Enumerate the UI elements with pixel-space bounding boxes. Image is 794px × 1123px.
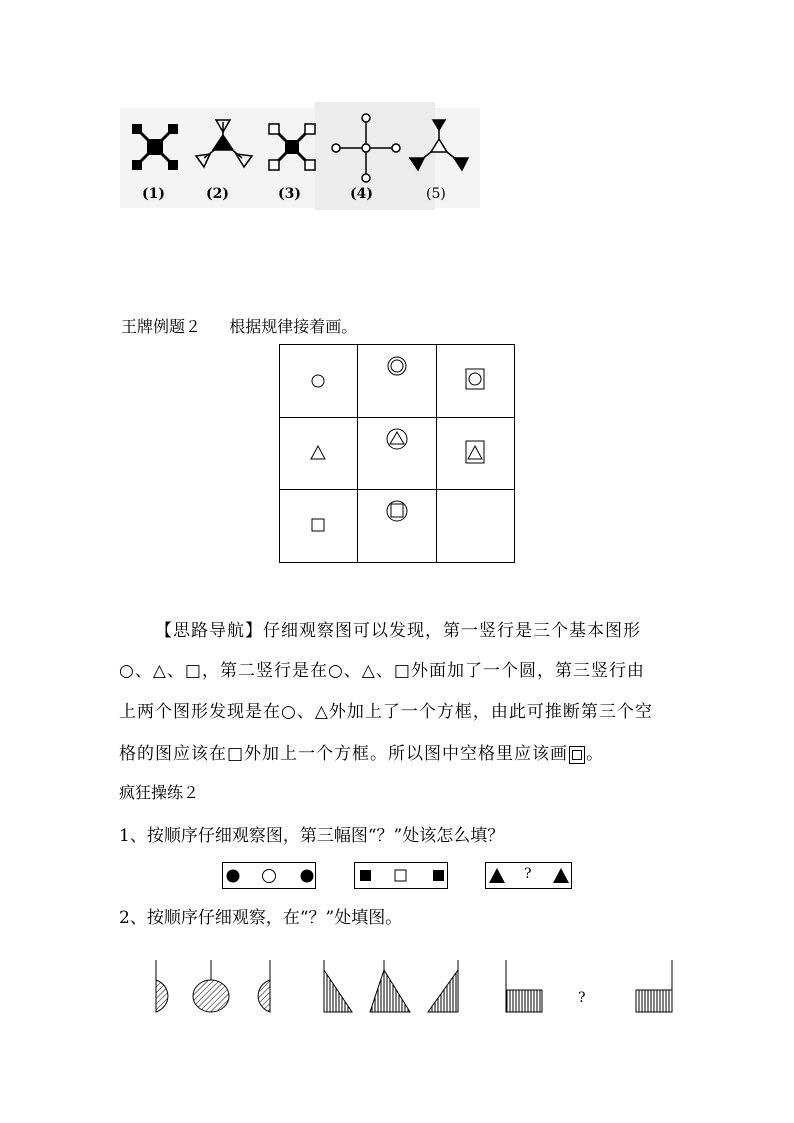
q1-squares-drawing bbox=[355, 863, 447, 888]
q2-triangle-left bbox=[428, 960, 458, 1012]
q1-question-mark: ? bbox=[524, 866, 532, 882]
q2-question-mark: ? bbox=[578, 990, 586, 1006]
figure-3-label: (3) bbox=[278, 186, 301, 202]
filled-circle-icon bbox=[301, 870, 314, 883]
analysis-line-4-end: 。 bbox=[586, 744, 605, 764]
q2-rect-left bbox=[636, 960, 672, 1012]
top-figure bbox=[120, 100, 480, 210]
circled-square-icon bbox=[387, 501, 407, 521]
empty-cell bbox=[439, 492, 511, 560]
q2-half-circle-right bbox=[156, 960, 168, 1012]
filled-square-icon bbox=[433, 870, 444, 881]
q2-full-circle bbox=[193, 960, 229, 1012]
analysis-line-3: 上两个图形发现是在○、△外加上了一个方框，由此可推断第三个空 bbox=[119, 702, 653, 722]
figure-5-label: (5) bbox=[426, 186, 446, 202]
figure-2-label: (2) bbox=[206, 186, 229, 202]
filled-triangle-icon bbox=[553, 868, 569, 883]
figure-4-label: (4) bbox=[350, 186, 373, 202]
q1-box-squares bbox=[354, 862, 448, 889]
pattern-grid-drawing bbox=[279, 344, 515, 564]
q1-circles-drawing bbox=[223, 863, 315, 888]
pattern-grid bbox=[279, 344, 515, 564]
practice-title: 疯狂操练２ bbox=[119, 783, 200, 802]
analysis-line-4-text: 格的图应该在□外加上一个方框。所以图中空格里应该画 bbox=[119, 744, 569, 764]
boxed-circle-icon bbox=[466, 369, 484, 389]
question-2: 2、按顺序仔细观察，在“？”处填图。 bbox=[119, 908, 403, 928]
q2-figures bbox=[140, 952, 680, 1022]
q2-triangle-full bbox=[370, 960, 410, 1012]
example-heading bbox=[121, 316, 357, 338]
question-1: 1、按顺序仔细观察图，第三幅图“？”处该怎么填？ bbox=[119, 826, 505, 846]
q2-triangle-right bbox=[324, 960, 352, 1012]
filled-square-icon bbox=[360, 870, 371, 881]
q2-half-circle-left bbox=[258, 960, 270, 1012]
circle-icon bbox=[312, 375, 324, 387]
figure-1-label: (1) bbox=[142, 186, 165, 202]
q1-box-triangles bbox=[485, 862, 572, 889]
filled-circle-icon bbox=[227, 870, 240, 883]
example-title: 王牌例题２ bbox=[121, 317, 202, 336]
circle-icon bbox=[263, 870, 276, 883]
filled-triangle-icon bbox=[489, 868, 505, 883]
q2-rect-right bbox=[506, 960, 542, 1012]
analysis-line-2: ○、△、□，第二竖行是在○、△、□外面加了一个圆，第三竖行由 bbox=[119, 661, 645, 681]
analysis-line-1: 【思路导航】仔细观察图可以发现，第一竖行是三个基本图形 bbox=[155, 621, 641, 641]
boxed-triangle-icon bbox=[466, 441, 484, 463]
boxed-square-icon bbox=[569, 746, 585, 764]
example-instruction: 根据规律接着画。 bbox=[229, 317, 358, 336]
q2-figures-drawing bbox=[140, 952, 680, 1022]
circled-triangle-icon bbox=[387, 429, 407, 449]
q1-box-circles bbox=[222, 862, 316, 889]
square-icon bbox=[312, 519, 324, 531]
analysis-line-4 bbox=[119, 739, 604, 764]
triangle-icon bbox=[311, 446, 325, 459]
double-circle-icon bbox=[388, 357, 406, 375]
square-icon bbox=[395, 870, 406, 881]
